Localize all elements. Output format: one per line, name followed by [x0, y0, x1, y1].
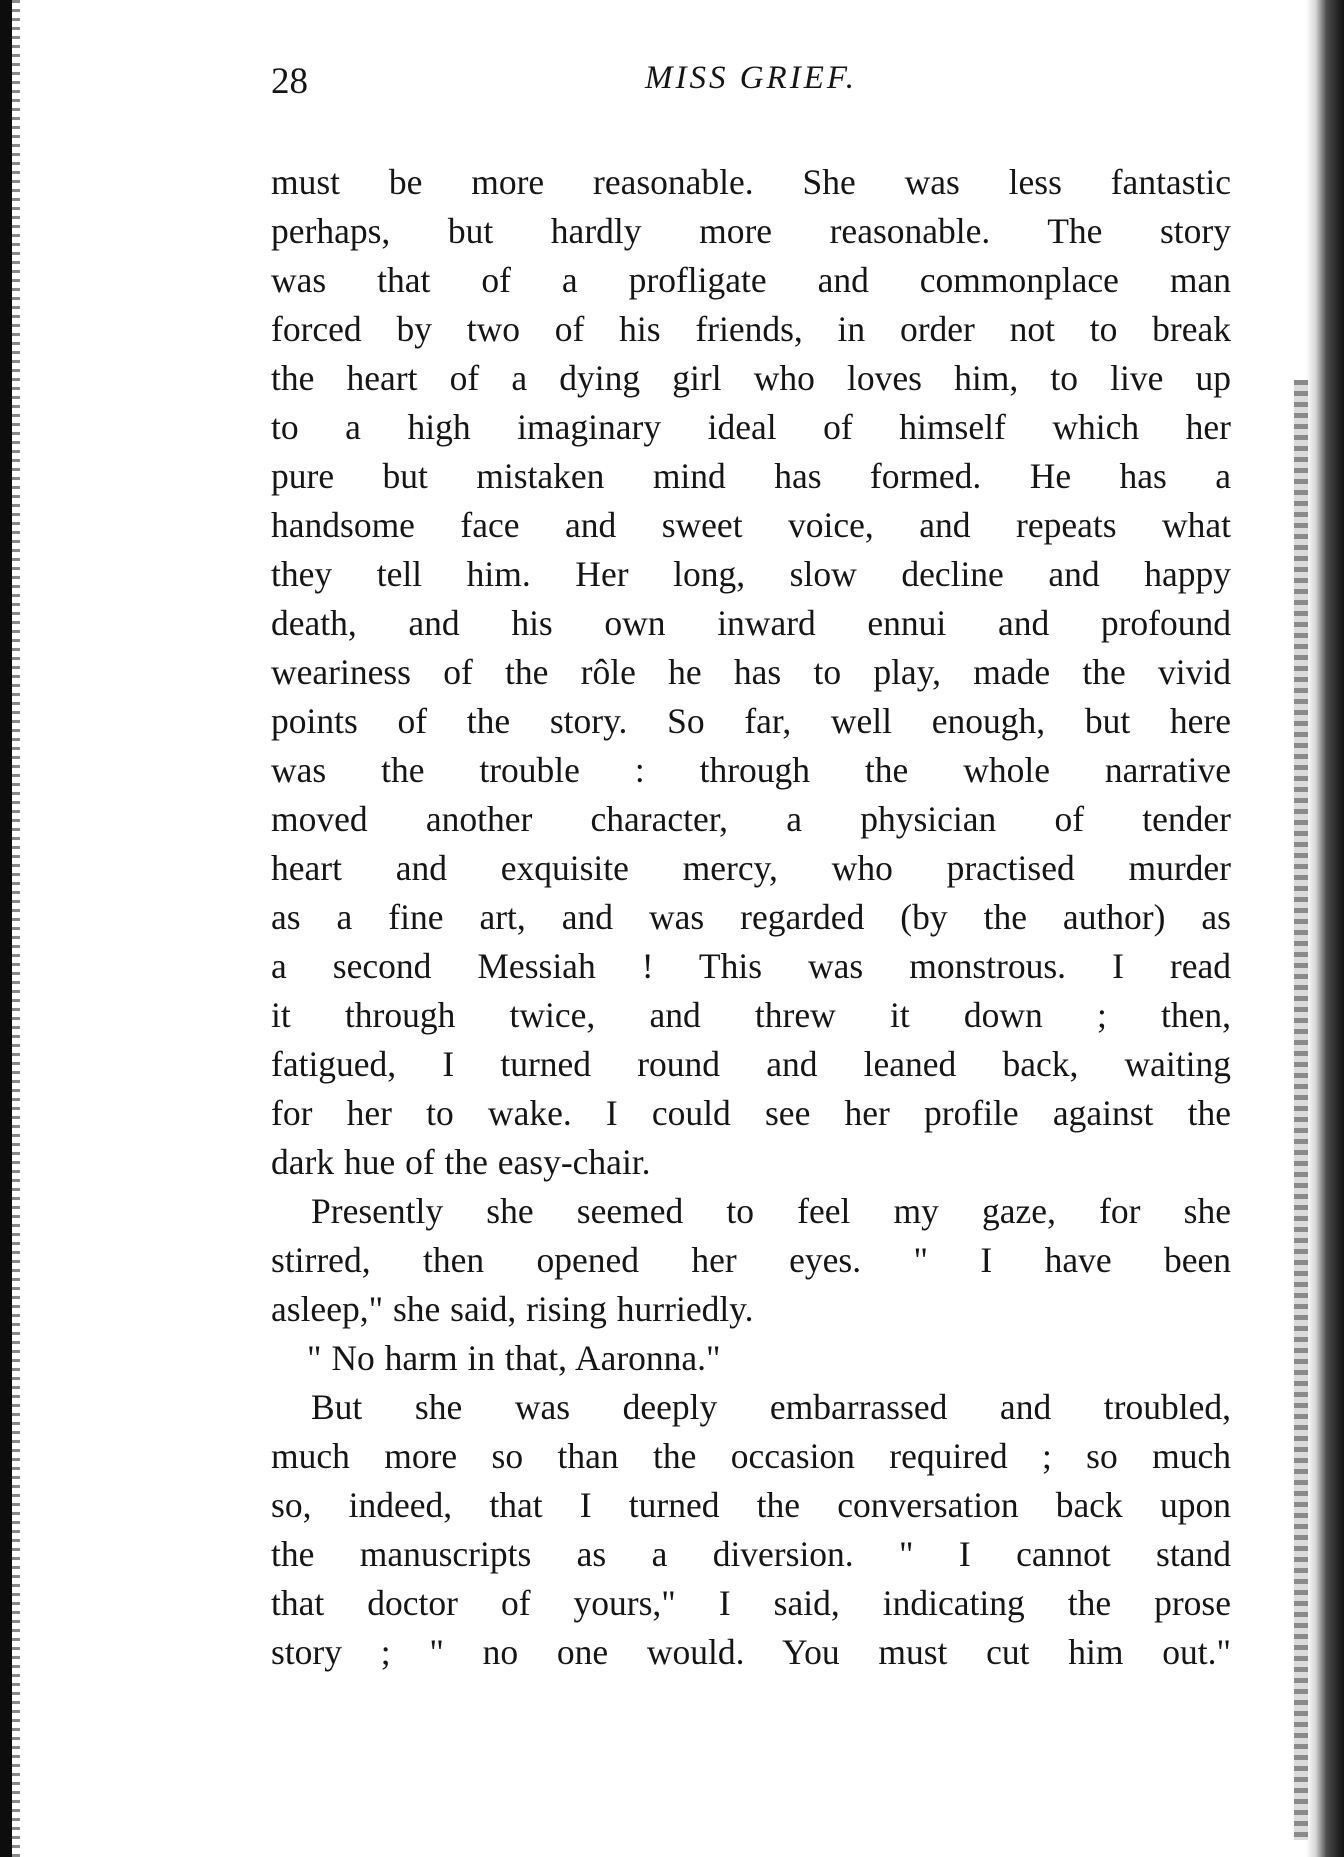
text-line-dialogue: " No harm in that, Aaronna."	[307, 1338, 721, 1378]
text-line: to a high imaginary ideal of himself which her	[271, 407, 1231, 447]
body-text	[271, 158, 1231, 1677]
page-binding-shadow-left	[12, 0, 20, 1857]
text-line-paragraph-end: dark hue of the easy-chair.	[271, 1142, 651, 1182]
text-line: forced by two of his friends, in order not to break	[271, 309, 1231, 349]
text-line: fatigued, I turned round and leaned back, waiting	[271, 1044, 1231, 1084]
text-line: pure but mistaken mind has formed. He has a	[271, 456, 1231, 496]
page-header	[271, 60, 1231, 112]
text-line: stirred, then opened her eyes. " I have been	[271, 1240, 1231, 1280]
text-line: must be more reasonable. She was less fantastic	[271, 162, 1231, 202]
text-line: much more so than the occasion required ; so much	[271, 1436, 1231, 1476]
text-line: perhaps, but hardly more reasonable. The story	[271, 211, 1231, 251]
text-line-paragraph-start: But she was deeply embarrassed and troubled,	[311, 1387, 1231, 1427]
book-page	[271, 60, 1231, 1672]
text-line: heart and exquisite mercy, who practised murder	[271, 848, 1231, 888]
text-line: was that of a profligate and commonplace man	[271, 260, 1231, 300]
text-line: so, indeed, that I turned the conversation back upon	[271, 1485, 1231, 1525]
text-line-paragraph-end: asleep," she said, rising hurriedly.	[271, 1289, 754, 1329]
text-line: the heart of a dying girl who loves him, to live up	[271, 358, 1231, 398]
text-line: death, and his own inward ennui and profound	[271, 603, 1231, 643]
page-number: 28	[271, 61, 308, 102]
text-line: the manuscripts as a diversion. " I cannot stand	[271, 1534, 1231, 1574]
text-line: it through twice, and threw it down ; then,	[271, 995, 1231, 1035]
text-line: handsome face and sweet voice, and repeats what	[271, 505, 1231, 545]
text-line: a second Messiah ! This was monstrous. I read	[271, 946, 1231, 986]
text-line: points of the story. So far, well enough, but here	[271, 701, 1231, 741]
text-line: as a fine art, and was regarded (by the author) as	[271, 897, 1231, 937]
text-line: story ; " no one would. You must cut him out."	[271, 1632, 1231, 1672]
text-line: moved another character, a physician of tender	[271, 799, 1231, 839]
text-line: for her to wake. I could see her profile against the	[271, 1093, 1231, 1133]
text-line-paragraph-start: Presently she seemed to feel my gaze, for she	[311, 1191, 1231, 1231]
text-line: that doctor of yours," I said, indicating the prose	[271, 1583, 1231, 1623]
text-line: was the trouble : through the whole narrative	[271, 750, 1231, 790]
page-binding-shadow-right	[1294, 380, 1308, 1840]
text-line: they tell him. Her long, slow decline and happy	[271, 554, 1231, 594]
text-line: weariness of the rôle he has to play, made the vivid	[271, 652, 1231, 692]
running-title: MISS GRIEF.	[644, 60, 858, 96]
page-binding-edge-left	[0, 0, 12, 1857]
page-binding-edge-right	[1306, 0, 1344, 1857]
